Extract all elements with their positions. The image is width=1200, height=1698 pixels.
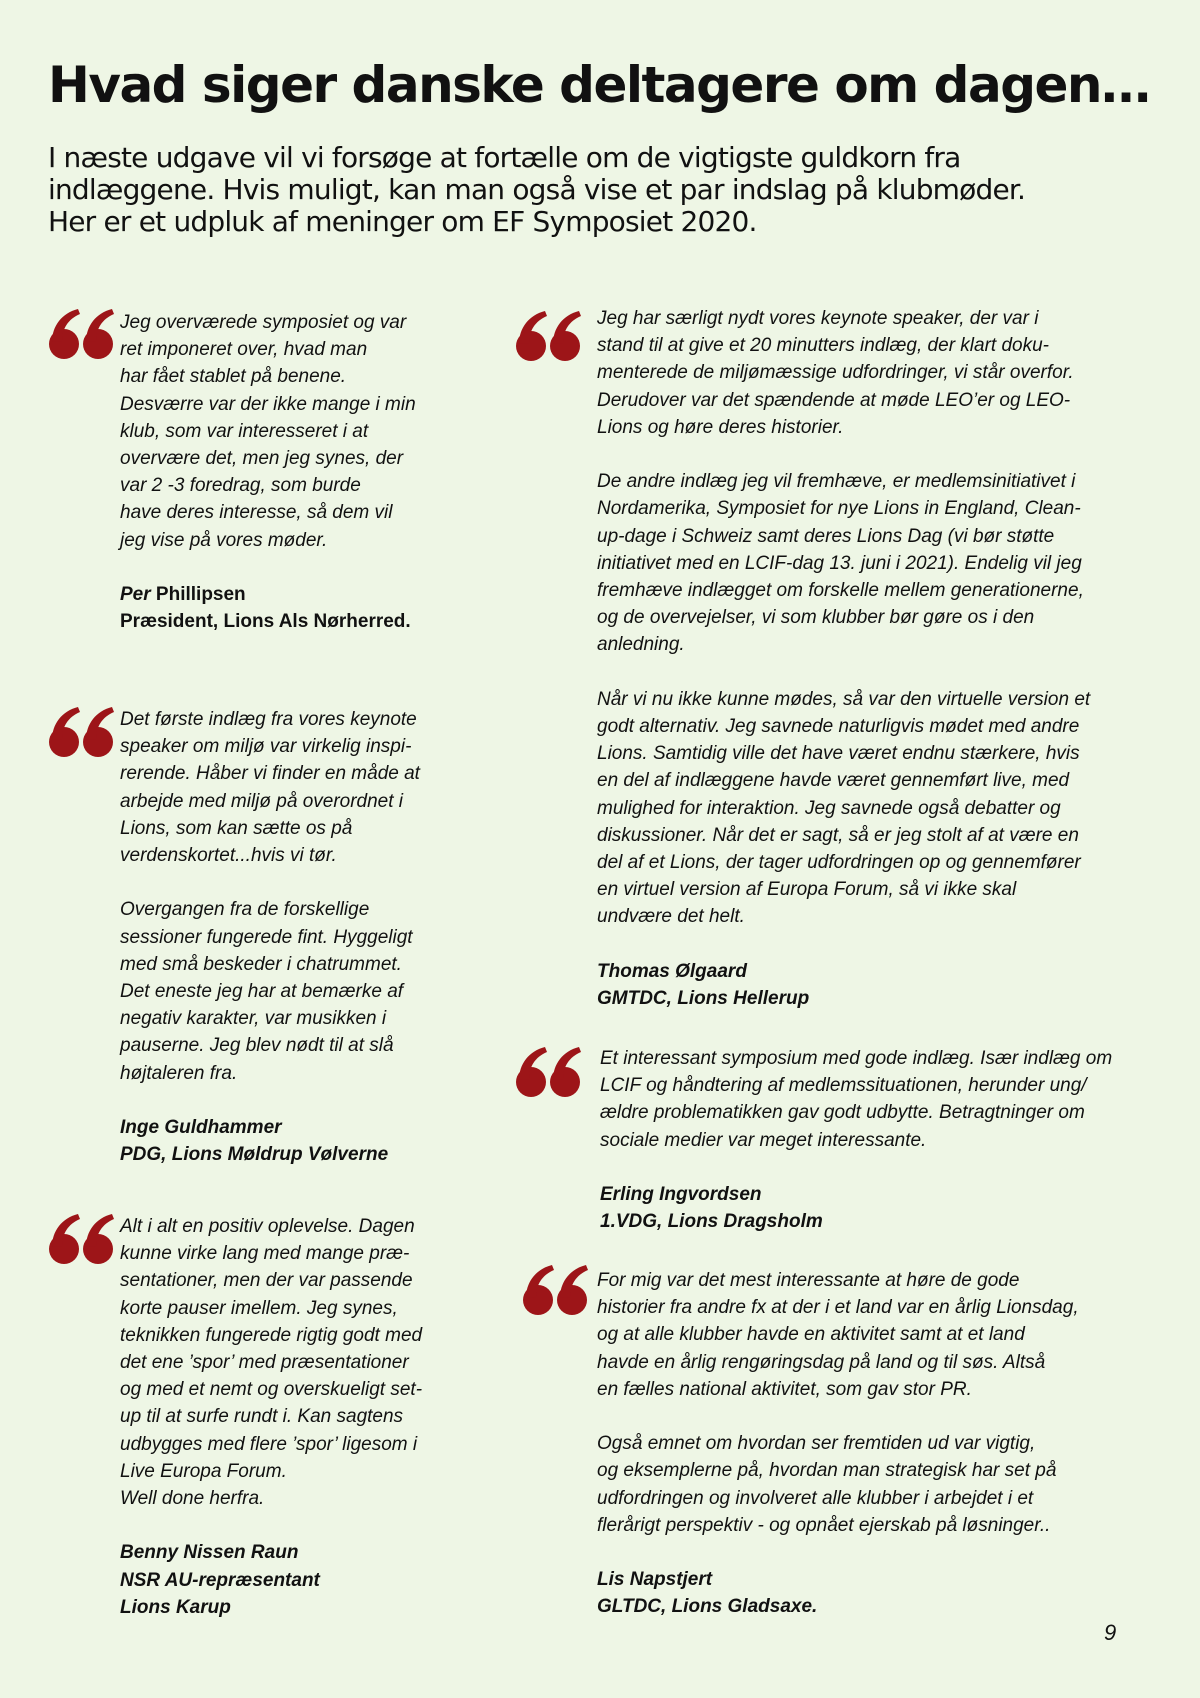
signature-line: Lions Karup	[120, 1596, 231, 1618]
quote-mark-icon	[48, 1213, 116, 1265]
quote-line: speaker om miljø var virkelig inspi-	[120, 736, 412, 758]
quote-line: en virtuel version af Europa Forum, så vi ikke skal	[597, 879, 1017, 901]
quote-line: og eksemplerne på, hvordan man strategisk har set på	[597, 1460, 1057, 1482]
paragraph-gap	[120, 1087, 420, 1114]
quote-line: mulighed for interaktion. Jeg savnede også debatter og	[597, 797, 1061, 819]
quote-line: diskussioner. Når det er sagt, så er jeg stolt af at være en	[597, 824, 1079, 846]
quote-line: Når vi nu ikke kunne mødes, så var den virtuelle version et	[597, 688, 1091, 710]
quote-line: For mig var det mest interessante at høre de gode	[597, 1270, 1020, 1291]
quote-line: Jeg har særligt nydt vores keynote speaker, der var i	[597, 308, 1039, 329]
quote-line: negativ karakter, var musikken i	[120, 1008, 387, 1030]
quote-line: var 2 -3 foredrag, som burde	[120, 475, 361, 497]
signature-line: GMTDC, Lions Hellerup	[597, 988, 810, 1010]
page-number: 9	[1104, 1620, 1117, 1645]
paragraph-gap	[120, 869, 420, 896]
quote-line: en fælles national aktivitet, som gav stor PR.	[597, 1378, 972, 1400]
signature-first-name: Per	[120, 584, 151, 606]
quote-line: verdenskortet...hvis vi tør.	[120, 845, 337, 867]
page-title: Hvad siger danske deltagere om dagen…	[48, 56, 1150, 114]
quote-line: Lions, som kan sætte os på	[120, 817, 353, 839]
quote-line: Nordamerika, Symposiet for nye Lions in England, Clean-	[597, 498, 1081, 520]
quote-line: Lions og høre deres historier.	[597, 416, 844, 438]
quote-line: Alt i alt en positiv oplevelse. Dagen	[120, 1216, 415, 1237]
quote-line: havde en årlig rengøringsdag på land og til søs. Altså	[597, 1351, 1046, 1373]
quote-mark-icon	[515, 1046, 583, 1098]
signature-line: PDG, Lions Møldrup Vølverne	[120, 1144, 389, 1166]
signature-line: Inge Guldhammer	[120, 1117, 282, 1139]
quote-line: sentationer, men der var passende	[120, 1270, 413, 1292]
quote-line: det ene ’spor’ med præsentationer	[120, 1352, 409, 1374]
quote-line: Det første indlæg fra vores keynote	[120, 709, 417, 730]
intro-text	[48, 142, 1158, 238]
paragraph-gap	[597, 931, 1090, 958]
quote-line: sociale medier var meget interessante.	[600, 1129, 927, 1151]
signature-line: Præsident, Lions Als Nørherred.	[120, 611, 411, 633]
paragraph-gap	[600, 1154, 1112, 1181]
quote-line: Overgangen fra de forskellige	[120, 899, 370, 921]
quote-body	[120, 706, 420, 1168]
quote-line: up-dage i Schweiz samt deres Lions Dag (vi bør støtte	[597, 525, 1055, 547]
intro-line: I næste udgave vil vi forsøge at fortælle om de vigtigste guldkorn fra	[48, 141, 961, 174]
signature-name	[120, 581, 416, 608]
quote-line: rerende. Håber vi finder en måde at	[120, 763, 420, 785]
signature-line: 1.VDG, Lions Dragsholm	[600, 1211, 823, 1233]
quote-line: LCIF og håndtering af medlemssituationen, herunder ung/	[600, 1075, 1087, 1097]
signature-line: Benny Nissen Raun	[120, 1542, 299, 1564]
quote-body	[597, 1267, 1079, 1621]
quote-line: pauserne. Jeg blev nødt til at slå	[120, 1035, 394, 1057]
quote-line: ret imponeret over, hvad man	[120, 339, 368, 361]
quote-line: stand til at give et 20 minutters indlæg, der klart doku-	[597, 335, 1050, 357]
quote-line: korte pauser imellem. Jeg synes,	[120, 1297, 398, 1319]
quote-line: del af et Lions, der tager udfordringen op og gennemfører	[597, 852, 1081, 874]
quote-line: klub, som var interesseret i at	[120, 420, 369, 442]
quote-body	[597, 305, 1090, 1012]
quote-line: og de overvejelser, vi som klubber bør gøre os i den	[597, 607, 1035, 629]
quote-mark-icon	[48, 706, 116, 758]
quote-line: og med et nemt og overskueligt set-	[120, 1379, 423, 1401]
quote-line: menterede de miljømæssige udfordringer, vi står overfor.	[597, 362, 1074, 384]
quote-line: Det eneste jeg har at bemærke af	[120, 981, 404, 1003]
paragraph-gap	[597, 659, 1090, 686]
quote-mark-icon	[522, 1264, 590, 1316]
quote-body	[120, 309, 416, 635]
quote-line: Live Europa Forum.	[120, 1460, 287, 1482]
quote-line: up til at surfe rundt i. Kan sagtens	[120, 1406, 404, 1428]
quote-line: kunne virke lang med mange præ-	[120, 1243, 410, 1265]
quote-line: ældre problematikken gav godt udbytte. Betragtninger om	[600, 1102, 1085, 1124]
quote-mark-icon	[515, 310, 583, 362]
signature-line: NSR AU-repræsentant	[120, 1569, 320, 1591]
quote-line: anledning.	[597, 634, 685, 656]
quote-line: Desværre var der ikke mange i min	[120, 393, 416, 415]
quote-line: Derudover var det spændende at møde LEO’er og LEO-	[597, 389, 1071, 411]
quote-line: udbygges med flere ’spor’ ligesom i	[120, 1433, 418, 1455]
quote-line: jeg vise på vores møder.	[120, 529, 328, 551]
quote-line: historier fra andre fx at der i et land var en årlig Lionsdag,	[597, 1297, 1079, 1319]
signature-last-name: Phillipsen	[150, 584, 246, 606]
signature-line: Lis Napstjert	[597, 1569, 713, 1591]
quote-line: have deres interesse, så dem vil	[120, 502, 393, 524]
quote-line: Også emnet om hvordan ser fremtiden ud var vigtig,	[597, 1433, 1036, 1455]
quote-line: arbejde med miljø på overordnet i	[120, 790, 404, 812]
quote-line: fremhæve indlægget om forskelle mellem generationerne,	[597, 580, 1084, 602]
quote-line: Et interessant symposium med gode indlæg. Især indlæg om	[600, 1048, 1113, 1069]
quote-line: Lions. Samtidig ville det have været endnu stærkere, hvis	[597, 743, 1080, 765]
quote-line: har fået stablet på benene.	[120, 366, 347, 388]
intro-line: Her er et udpluk af meninger om EF Symposiet 2020.	[48, 205, 757, 238]
quote-line: og at alle klubber havde en aktivitet samt at et land	[597, 1324, 1025, 1346]
quote-line: flerårigt perspektiv - og opnået ejerskab på løsninger..	[597, 1514, 1051, 1536]
quote-line: overvære det, men jeg synes, der	[120, 448, 404, 470]
quote-line: en del af indlæggene havde været gennemført live, med	[597, 770, 1070, 792]
paragraph-gap	[597, 441, 1090, 468]
quote-line: højtaleren fra.	[120, 1062, 238, 1084]
paragraph-gap	[597, 1539, 1079, 1566]
quote-line: initiativet med en LCIF-dag 13. juni i 2021). Endelig vil jeg	[597, 552, 1082, 574]
quote-line: De andre indlæg jeg vil fremhæve, er medlemsinitiativet i	[597, 471, 1076, 493]
quote-line: med små beskeder i chatrummet.	[120, 953, 402, 975]
signature-line: Erling Ingvordsen	[600, 1184, 762, 1205]
signature-line: Thomas Ølgaard	[597, 960, 747, 982]
quote-line: teknikken fungerede rigtig godt med	[120, 1324, 423, 1346]
paragraph-gap	[120, 554, 416, 581]
quote-body	[600, 1045, 1112, 1235]
quote-mark-icon	[48, 308, 116, 360]
quote-line: udfordringen og involveret alle klubber i arbejdet i et	[597, 1487, 1034, 1509]
quote-line: Jeg overværede symposiet og var	[120, 312, 407, 333]
quote-line: undvære det helt.	[597, 906, 745, 928]
quote-line: Well done herfra.	[120, 1488, 265, 1510]
paragraph-gap	[120, 1512, 422, 1539]
intro-line: indlæggene. Hvis muligt, kan man også vise et par indslag på klubmøder.	[48, 173, 1026, 206]
paragraph-gap	[597, 1403, 1079, 1430]
quote-body	[120, 1213, 422, 1621]
quote-line: sessioner fungerede fint. Hyggeligt	[120, 926, 413, 948]
signature-line: GLTDC, Lions Gladsaxe.	[597, 1596, 818, 1618]
quote-line: godt alternativ. Jeg savnede naturligvis mødet med andre	[597, 716, 1080, 738]
